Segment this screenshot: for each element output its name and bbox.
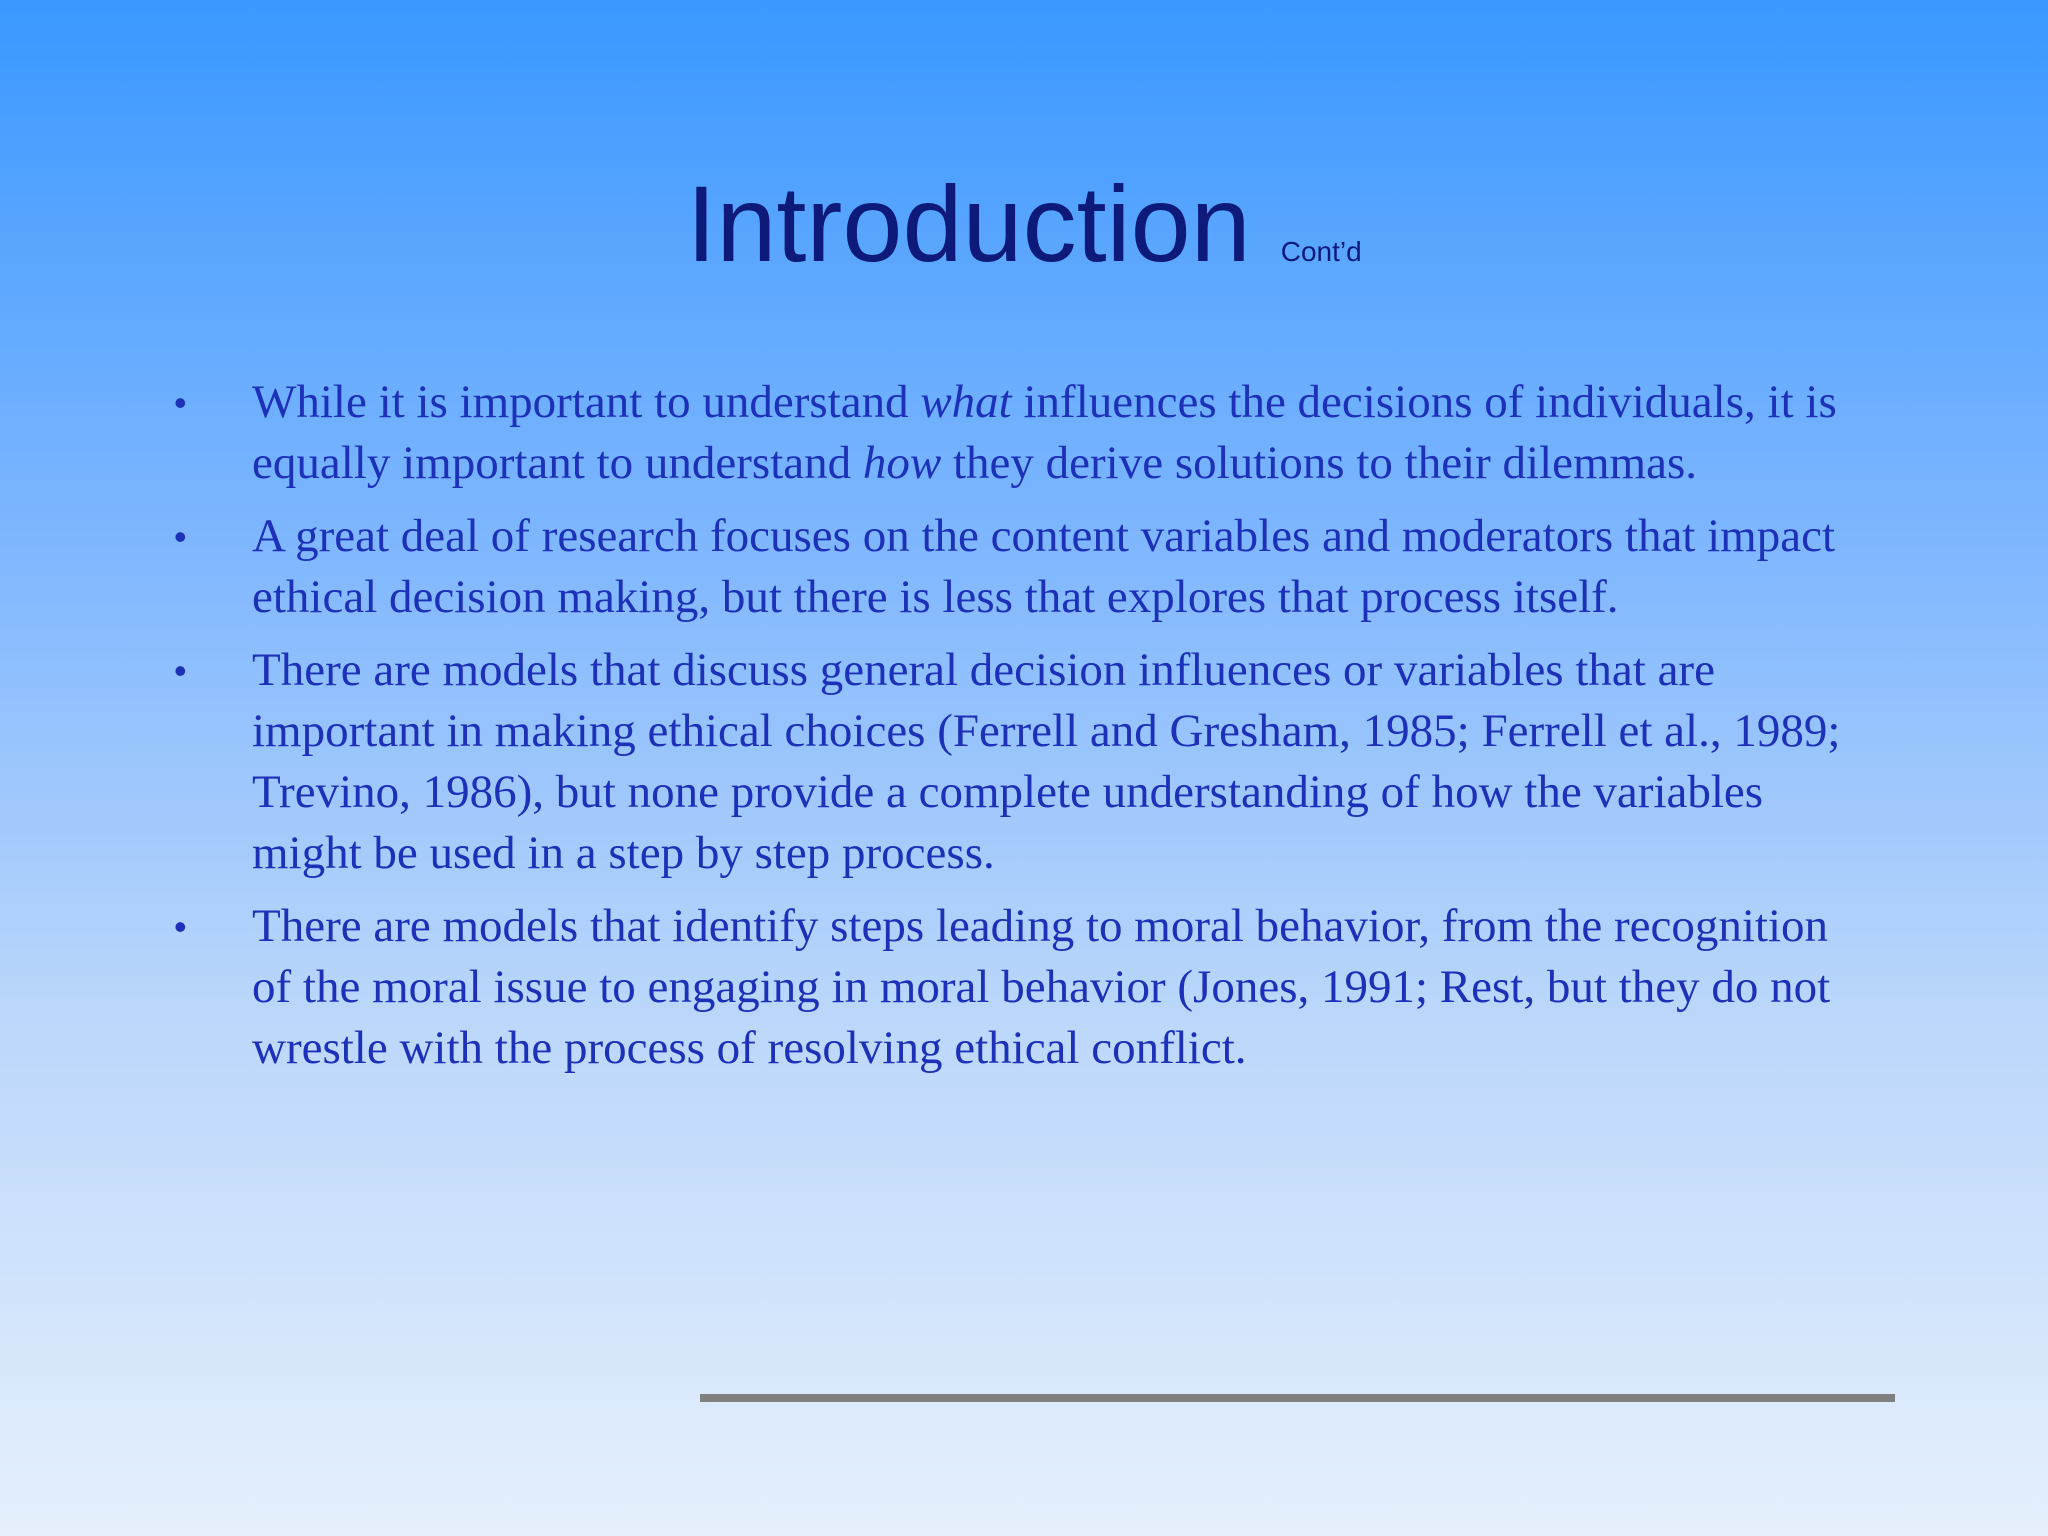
bullet-marker: •: [174, 382, 187, 423]
bullet-marker: •: [174, 650, 187, 691]
bullet-text: There are models that discuss general decision influences or variables that are important in making ethical choices (Ferrell and Gresham, 1985; Ferrell et al., 1989; Trevino, 1986), but none provide a complete understanding of how the variables might be used in a step by step process.: [252, 644, 1841, 879]
slide-title: Introduction: [686, 163, 1251, 284]
bullet-text-emphasis: what: [920, 376, 1012, 428]
bullet-marker: •: [174, 516, 187, 557]
bullet-text: There are models that identify steps leading to moral behavior, from the recognition of the moral issue to engaging in moral behavior (Jones, 1991; Rest, but they do not wrestle with the process of resolving ethical conflict.: [252, 900, 1831, 1074]
bullet-text-emphasis: how: [862, 437, 942, 489]
bullet-text-segment: they derive solutions to their dilemmas.: [941, 437, 1698, 489]
bullet-item: [168, 640, 1868, 884]
bullet-text: [252, 376, 1837, 489]
bullet-list: [168, 372, 1868, 1091]
bullet-marker: •: [174, 906, 187, 947]
bullet-item: [168, 896, 1868, 1079]
bullet-text: A great deal of research focuses on the content variables and moderators that impact ethical decision making, but there is less that explores that process itself.: [252, 510, 1836, 623]
bullet-item: [168, 372, 1868, 494]
bullet-text-segment: influences the decisions of individuals, it is equally important to understand: [252, 376, 1837, 489]
bullet-item: [168, 506, 1868, 628]
title-row: [0, 163, 2048, 284]
slide-subtitle: Cont’d: [1280, 236, 1362, 267]
footer-divider: [700, 1394, 1895, 1402]
bullet-text-segment: While it is important to understand: [252, 376, 921, 428]
